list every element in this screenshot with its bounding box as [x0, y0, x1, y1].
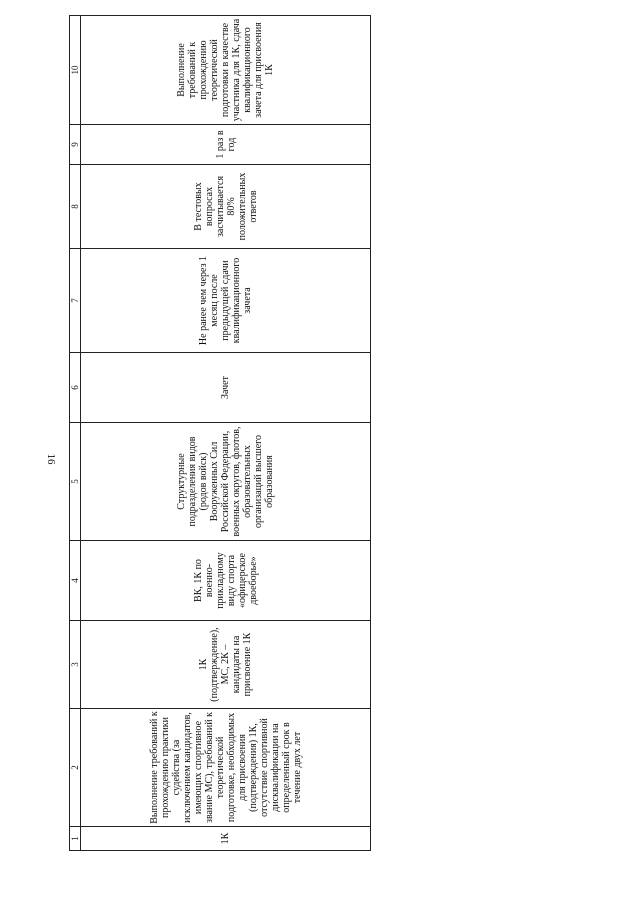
table-row: [81, 16, 371, 851]
cell-purpose: Выполнение требований к прохождению теоретической подготовки в качестве участника для 1К, сдача квалификационного зачета для присвоения 1К: [81, 16, 371, 125]
column-number: 5: [70, 423, 81, 541]
cell-categories: 1К (подтверждение), МС, 2К – кандидаты на присвоение 1К: [81, 621, 371, 709]
qualification-table: [69, 15, 371, 851]
cell-frequency: 1 раз в год: [81, 125, 371, 165]
cell-timing: Не ранее чем через 1 месяц после предыдущей сдачи квалификационного зачета: [81, 249, 371, 353]
column-number: 8: [70, 165, 81, 249]
column-number: 9: [70, 125, 81, 165]
column-number: 6: [70, 353, 81, 423]
column-number: 10: [70, 16, 81, 125]
column-number: 7: [70, 249, 81, 353]
column-number: 3: [70, 621, 81, 709]
cell-form: Зачет: [81, 353, 371, 423]
cell-rank: 1К: [81, 827, 371, 851]
column-number: 4: [70, 541, 81, 621]
rotated-table: [69, 18, 371, 851]
column-number: 2: [70, 709, 81, 827]
cell-organizations: Структурные подразделения видов (родов войск) Вооруженных Сил Российской Федерации, военных округов, флотов, образовательных организаций высшего образования: [81, 423, 371, 541]
qualification-table-wrapper: [69, 18, 371, 851]
column-number-row: [70, 16, 81, 851]
column-number: 1: [70, 827, 81, 851]
cell-requirements: Выполнение требований к прохождению практики судейства (за исключением кандидатов, имеющих спортивное звание МС), требований к теоретической подготовке, необходимых для присвоения (подтверждения) 1К, отсутствие спортивной дисквалификации на определенный срок в течение двух лет: [81, 709, 371, 827]
cell-sports: ВК, 1К по военно-прикладному виду спорта «офицерское двоеборье»: [81, 541, 371, 621]
cell-criteria: В тестовых вопросах засчитывается 80% положительных ответов: [81, 165, 371, 249]
page-number: 16: [45, 453, 57, 465]
